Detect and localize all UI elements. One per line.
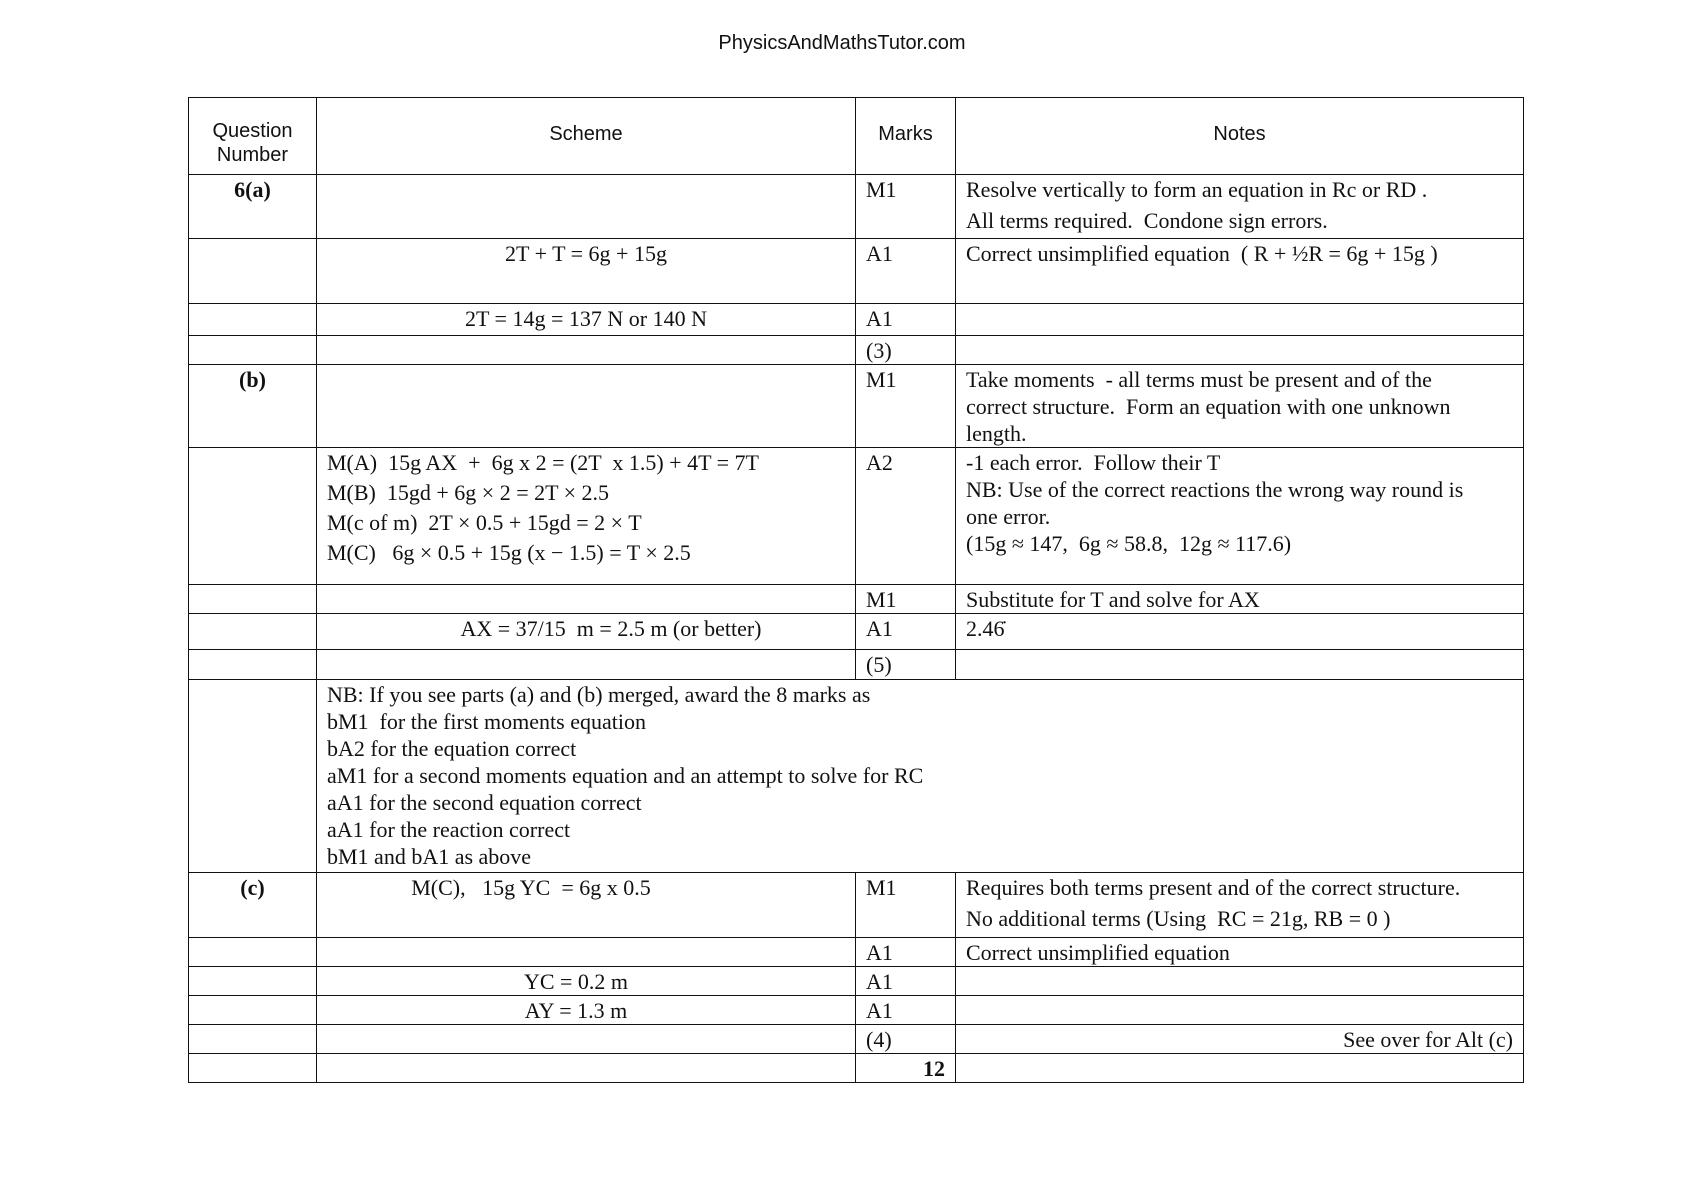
marks-value: M1 — [866, 587, 897, 612]
question-number-cell — [189, 996, 317, 1025]
marks-value: (3) — [866, 338, 892, 363]
mark-scheme-table — [188, 97, 1524, 1083]
note-line: Resolve vertically to form an equation in Rc or RD . — [966, 177, 1428, 202]
note-line: aA1 for the second equation correct — [327, 790, 642, 815]
marks-cell — [856, 938, 956, 967]
marks-cell — [856, 239, 956, 304]
marks-value: (5) — [866, 652, 892, 677]
note-line: bM1 for the first moments equation — [327, 709, 646, 734]
note-line: bA2 for the equation correct — [327, 736, 577, 761]
note-line: Correct unsimplified equation ( R + ½R = 6g + 15g ) — [966, 241, 1438, 266]
note-line: length. — [966, 421, 1027, 446]
table-row — [189, 585, 1524, 614]
scheme-cell — [317, 336, 856, 365]
question-number-cell — [189, 650, 317, 680]
col-question-number: Question Number — [189, 98, 317, 175]
table-row — [189, 365, 1524, 448]
question-number-cell — [189, 304, 317, 336]
marks-cell — [856, 650, 956, 680]
scheme-line: M(C) 6g × 0.5 + 15g (x − 1.5) = T × 2.5 — [327, 540, 691, 565]
scheme-line: M(C), 15g YC = 6g x 0.5 — [411, 875, 651, 900]
merged-note-cell — [317, 680, 1524, 873]
marks-value: A2 — [866, 450, 893, 475]
scheme-cell — [317, 448, 856, 585]
scheme-line: YC = 0.2 m — [523, 969, 629, 994]
note-line: Substitute for T and solve for AX — [966, 587, 1260, 612]
notes-cell — [956, 650, 1524, 680]
scheme-line: AY = 1.3 m — [524, 998, 628, 1023]
scheme-cell — [317, 873, 856, 938]
note-line: No additional terms (Using RC = 21g, RB = 0 ) — [966, 906, 1391, 931]
table-row — [189, 448, 1524, 585]
scheme-cell — [317, 650, 856, 680]
question-number-cell — [189, 680, 317, 873]
question-number-cell — [189, 585, 317, 614]
question-number-cell — [189, 336, 317, 365]
table-row — [189, 304, 1524, 336]
col-scheme: Scheme — [317, 98, 856, 175]
scheme-cell — [317, 365, 856, 448]
header-row — [189, 98, 1524, 175]
notes-cell — [956, 967, 1524, 996]
scheme-cell — [317, 614, 856, 650]
scheme-cell — [317, 304, 856, 336]
question-number-cell — [189, 938, 317, 967]
marks-value: A1 — [866, 241, 893, 266]
question-number: (c) — [240, 875, 265, 900]
table-row — [189, 996, 1524, 1025]
question-number: (b) — [239, 367, 266, 392]
table-row — [189, 650, 1524, 680]
notes-cell — [956, 1054, 1524, 1083]
note-line: (15g ≈ 147, 6g ≈ 58.8, 12g ≈ 117.6) — [966, 531, 1292, 556]
notes-cell — [956, 1025, 1524, 1054]
col-marks: Marks — [856, 98, 956, 175]
question-number-cell — [189, 1025, 317, 1054]
marks-cell — [856, 585, 956, 614]
question-number-cell — [189, 365, 317, 448]
marks-cell — [856, 873, 956, 938]
notes-cell — [956, 304, 1524, 336]
note-line: See over for Alt (c) — [1343, 1027, 1513, 1052]
table-row — [189, 614, 1524, 650]
notes-cell — [956, 614, 1524, 650]
note-line: NB: If you see parts (a) and (b) merged, award the 8 marks as — [327, 682, 871, 707]
table-row — [189, 1025, 1524, 1054]
scheme-cell — [317, 996, 856, 1025]
scheme-line: 2T = 14g = 137 N or 140 N — [465, 306, 707, 331]
col-notes: Notes — [956, 98, 1524, 175]
marks-value: A1 — [866, 616, 893, 641]
marks-cell — [856, 996, 956, 1025]
scheme-cell — [317, 1025, 856, 1054]
marks-cell — [856, 365, 956, 448]
question-number-cell — [189, 1054, 317, 1083]
marks-cell — [856, 304, 956, 336]
marks-cell — [856, 1025, 956, 1054]
marks-value: 12 — [923, 1056, 945, 1081]
marks-value: A1 — [866, 306, 893, 331]
marks-cell — [856, 967, 956, 996]
notes-cell — [956, 448, 1524, 585]
notes-cell — [956, 239, 1524, 304]
scheme-cell — [317, 585, 856, 614]
note-line: bM1 and bA1 as above — [327, 844, 532, 869]
scheme-line: M(A) 15g AX + 6g x 2 = (2T x 1.5) + 4T = 7T — [327, 450, 759, 475]
question-number: 6(a) — [234, 177, 271, 202]
scheme-cell — [317, 967, 856, 996]
marks-value: A1 — [866, 998, 893, 1023]
marks-cell — [856, 614, 956, 650]
notes-cell — [956, 996, 1524, 1025]
notes-cell — [956, 365, 1524, 448]
question-number-cell — [189, 614, 317, 650]
question-number-cell — [189, 175, 317, 239]
note-line: Requires both terms present and of the correct structure. — [966, 875, 1461, 900]
note-line: correct structure. Form an equation with one unknown — [966, 394, 1451, 419]
table-row — [189, 1054, 1524, 1083]
table-row — [189, 239, 1524, 304]
note-line: NB: Use of the correct reactions the wrong way round is — [966, 477, 1464, 502]
question-number-cell — [189, 239, 317, 304]
notes-cell — [956, 336, 1524, 365]
scheme-cell — [317, 938, 856, 967]
marks-cell — [856, 1054, 956, 1083]
scheme-cell — [317, 239, 856, 304]
scheme-line: M(c of m) 2T × 0.5 + 15gd = 2 × T — [327, 510, 642, 535]
note-line: one error. — [966, 504, 1051, 529]
note-line: Correct unsimplified equation — [966, 940, 1230, 965]
scheme-line: 2T + T = 6g + 15g — [505, 241, 667, 266]
table-row — [189, 336, 1524, 365]
question-number-cell — [189, 873, 317, 938]
scheme-cell — [317, 1054, 856, 1083]
marks-cell — [856, 448, 956, 585]
note-line: aM1 for a second moments equation and an attempt to solve for RC — [327, 763, 924, 788]
notes-cell — [956, 585, 1524, 614]
question-number-cell — [189, 967, 317, 996]
scheme-cell — [317, 175, 856, 239]
scheme-line: AX = 37/15 m = 2.5 m (or better) — [460, 616, 762, 641]
notes-cell — [956, 873, 1524, 938]
notes-cell — [956, 938, 1524, 967]
marks-value: A1 — [866, 940, 893, 965]
notes-cell — [956, 175, 1524, 239]
table-row — [189, 175, 1524, 239]
note-line: Take moments - all terms must be present and of the — [966, 367, 1432, 392]
note-line: aA1 for the reaction correct — [327, 817, 571, 842]
question-number-cell — [189, 448, 317, 585]
marks-cell — [856, 336, 956, 365]
site-header: PhysicsAndMathsTutor.com — [718, 32, 966, 54]
note-line: 2.46̇ — [966, 616, 1005, 641]
marks-value: M1 — [866, 367, 897, 392]
table-row — [189, 680, 1524, 873]
table-row — [189, 873, 1524, 938]
note-line: All terms required. Condone sign errors. — [966, 208, 1328, 233]
marks-value: M1 — [866, 875, 897, 900]
marks-value: (4) — [866, 1027, 892, 1052]
marks-value: A1 — [866, 969, 893, 994]
marks-cell — [856, 175, 956, 239]
scheme-line: M(B) 15gd + 6g × 2 = 2T × 2.5 — [327, 480, 610, 505]
note-line: -1 each error. Follow their T — [966, 450, 1221, 475]
table-row — [189, 967, 1524, 996]
table-row — [189, 938, 1524, 967]
marks-value: M1 — [866, 177, 897, 202]
